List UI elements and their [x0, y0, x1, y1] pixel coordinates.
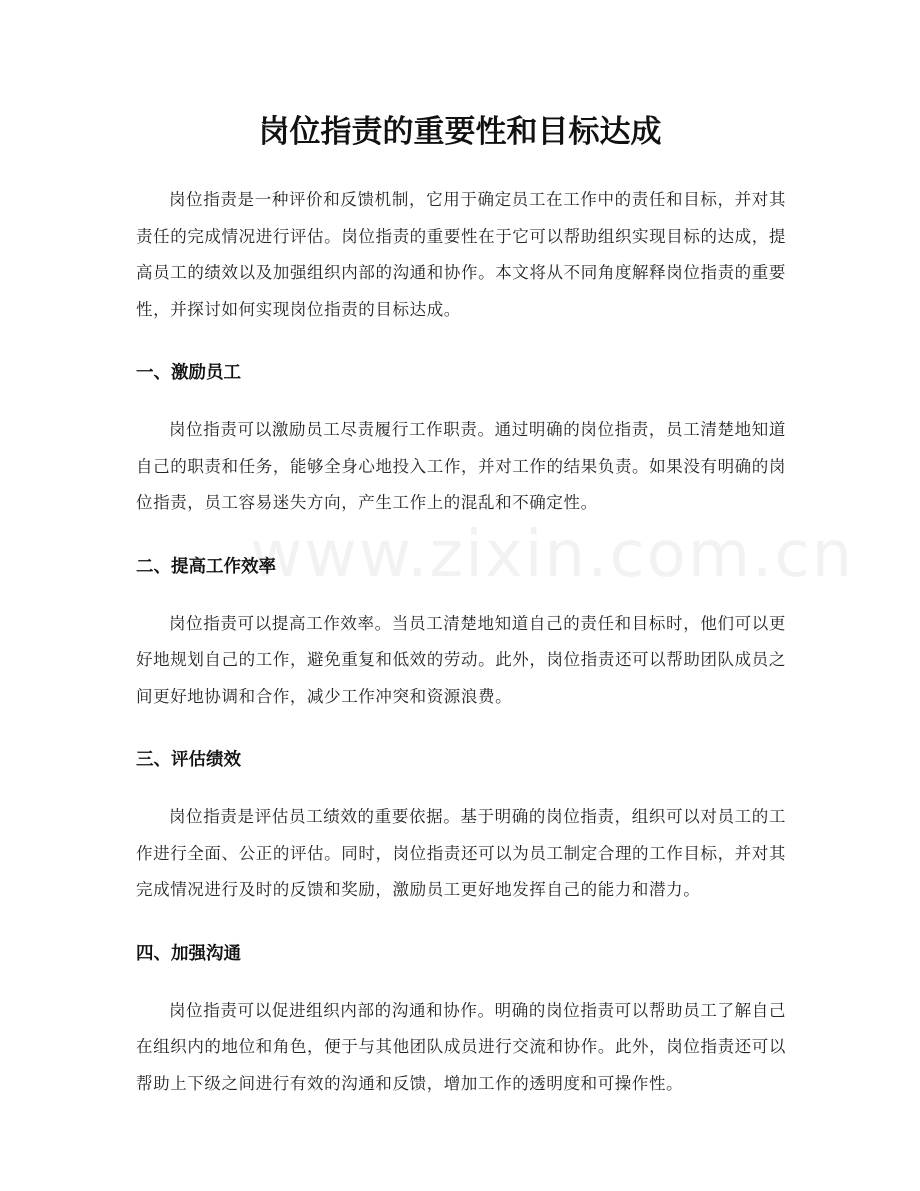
- spacer: [136, 909, 786, 941]
- section-paragraph: 岗位指责可以促进组织内部的沟通和协作。明确的岗位指责可以帮助员工了解自己在组织内的地位和角色，便于与其他团队成员进行交流和协作。此外，岗位指责还可以帮助上下级之间进行有效的沟通和反馈，增加工作的透明度和可操作性。: [136, 1000, 786, 1093]
- intro-paragraph: 岗位指责是一种评价和反馈机制，它用于确定员工在工作中的责任和目标，并对其责任的完成情况进行评估。岗位指责的重要性在于它可以帮助组织实现目标的达成，提高员工的绩效以及加强组织内部的沟通和协作。本文将从不同角度解释岗位指责的重要性，并探讨如何实现岗位指责的目标达成。: [136, 190, 786, 319]
- section-paragraph: 岗位指责是评估员工绩效的重要依据。基于明确的岗位指责，组织可以对员工的工作进行全面、公正的评估。同时，岗位指责还可以为员工制定合理的工作目标，并对其完成情况进行及时的反馈和奖励，激励员工更好地发挥自己的能力和潜力。: [136, 807, 786, 899]
- section-paragraph: 岗位指责可以提高工作效率。当员工清楚地知道自己的责任和目标时，他们可以更好地规划自己的工作，避免重复和低效的劳动。此外，岗位指责还可以帮助团队成员之间更好地协调和合作，减少工作冲突和资源浪费。: [136, 613, 786, 706]
- document-title: 岗位指责的重要性和目标达成: [258, 114, 662, 150]
- section-heading: 二、提高工作效率: [136, 556, 276, 577]
- watermark: www.zixin.com.cn: [250, 518, 855, 592]
- spacer: [136, 580, 786, 606]
- spacer: [136, 715, 786, 747]
- spacer: [136, 522, 786, 554]
- section-heading: 四、加强沟通: [136, 943, 241, 964]
- spacer: [136, 328, 786, 360]
- section-heading: 三、评估绩效: [136, 750, 241, 770]
- spacer: [136, 967, 786, 993]
- spacer: [136, 773, 786, 799]
- document-body: [136, 182, 855, 1102]
- section-heading: 一、激励员工: [136, 363, 241, 383]
- spacer: [136, 386, 786, 412]
- section-paragraph: 岗位指责可以激励员工尽责履行工作职责。通过明确的岗位指责，员工清楚地知道自己的职责和任务，能够全身心地投入工作，并对工作的结果负责。如果没有明确的岗位指责，员工容易迷失方向，产生工作上的混乱和不确定性。: [136, 420, 786, 512]
